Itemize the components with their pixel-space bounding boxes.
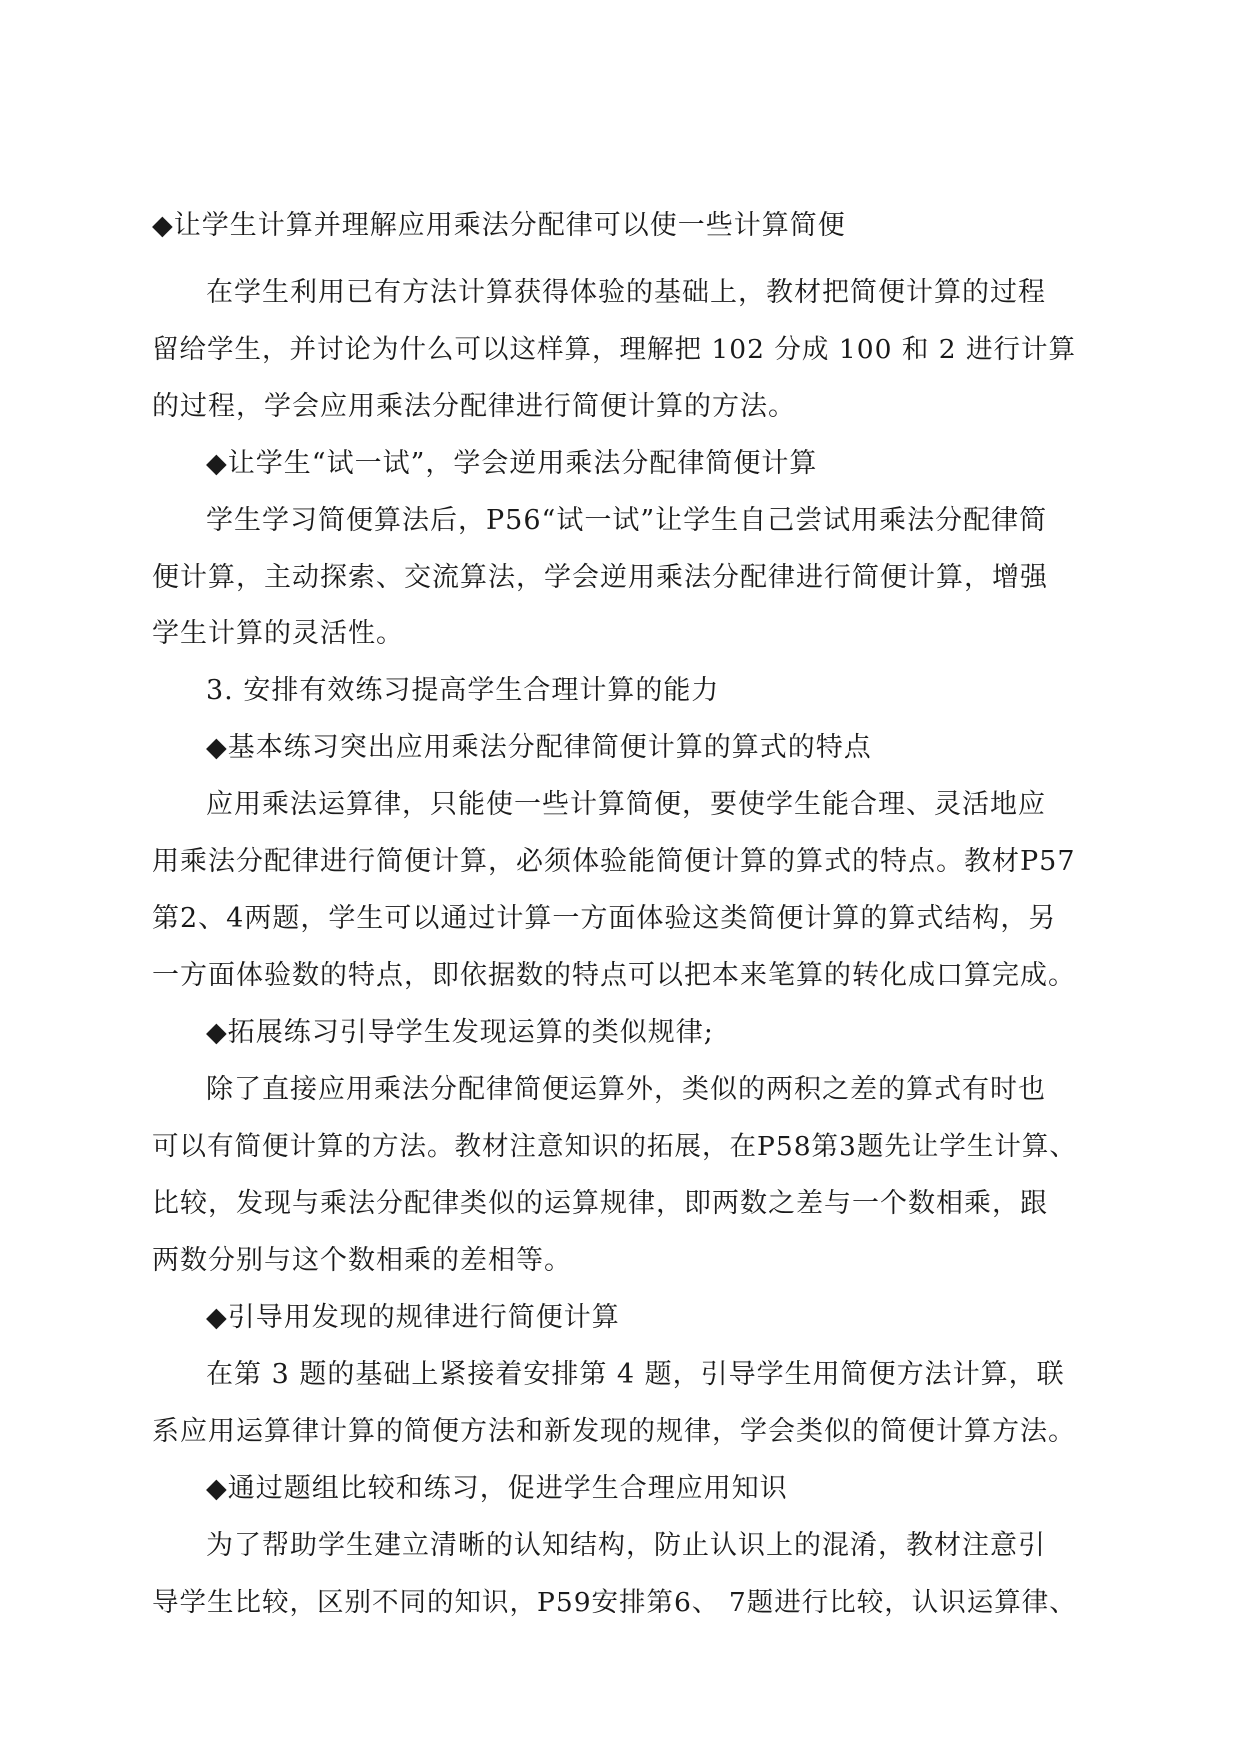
section-heading-basic-practice: ◆基本练习突出应用乘法分配律简便计算的算式的特点 (206, 732, 872, 763)
section-heading-apply-rule: ◆引导用发现的规律进行简便计算 (206, 1302, 620, 1333)
paragraph-line: 为了帮助学生建立清晰的认知结构，防止认识上的混淆，教材注意引 (206, 1530, 1046, 1561)
paragraph-line: 应用乘法运算律，只能使一些计算简便，要使学生能合理、灵活地应 (206, 789, 1046, 820)
paragraph-line: 导学生比较，区别不同的知识，P59安排第6、 7题进行比较，认识运算律、 (152, 1587, 1077, 1618)
section-heading-try-it: ◆让学生“试一试”，学会逆用乘法分配律简便计算 (206, 448, 818, 479)
paragraph-line: 第2、4两题，学生可以通过计算一方面体验这类简便计算的算式结构，另 (152, 903, 1057, 934)
numbered-heading-effective-practice: 3. 安排有效练习提高学生合理计算的能力 (206, 675, 720, 706)
section-heading-extension-practice: ◆拓展练习引导学生发现运算的类似规律; (206, 1017, 714, 1048)
paragraph-line: 系应用运算律计算的简便方法和新发现的规律，学会类似的简便计算方法。 (152, 1416, 1076, 1447)
paragraph-line: 学生计算的灵活性。 (152, 618, 404, 649)
paragraph-line: 两数分别与这个数相乘的差相等。 (152, 1245, 572, 1276)
paragraph-line: 除了直接应用乘法分配律简便运算外，类似的两积之差的算式有时也 (206, 1074, 1046, 1105)
paragraph-line: 用乘法分配律进行简便计算，必须体验能简便计算的算式的特点。教材P57 (152, 846, 1076, 877)
paragraph-line: 的过程，学会应用乘法分配律进行简便计算的方法。 (152, 391, 796, 422)
section-heading-problem-groups: ◆通过题组比较和练习，促进学生合理应用知识 (206, 1473, 788, 1504)
paragraph-line: 在第 3 题的基础上紧接着安排第 4 题，引导学生用简便方法计算，联 (206, 1359, 1065, 1390)
paragraph-line: 便计算，主动探索、交流算法，学会逆用乘法分配律进行简便计算，增强 (152, 562, 1048, 593)
paragraph-line: 在学生利用已有方法计算获得体验的基础上，教材把简便计算的过程 (206, 277, 1046, 308)
section-heading-distributive-simplify: ◆让学生计算并理解应用乘法分配律可以使一些计算简便 (152, 210, 846, 241)
paragraph-line: 比较，发现与乘法分配律类似的运算规律，即两数之差与一个数相乘，跟 (152, 1188, 1048, 1219)
paragraph-line: 学生学习简便算法后，P56“试一试”让学生自己尝试用乘法分配律简 (206, 505, 1048, 536)
paragraph-line: 留给学生，并讨论为什么可以这样算，理解把 102 分成 100 和 2 进行计算 (152, 334, 1077, 365)
paragraph-line: 可以有简便计算的方法。教材注意知识的拓展，在P58第3题先让学生计算、 (152, 1131, 1077, 1162)
paragraph-line: 一方面体验数的特点，即依据数的特点可以把本来笔算的转化成口算完成。 (152, 960, 1076, 991)
